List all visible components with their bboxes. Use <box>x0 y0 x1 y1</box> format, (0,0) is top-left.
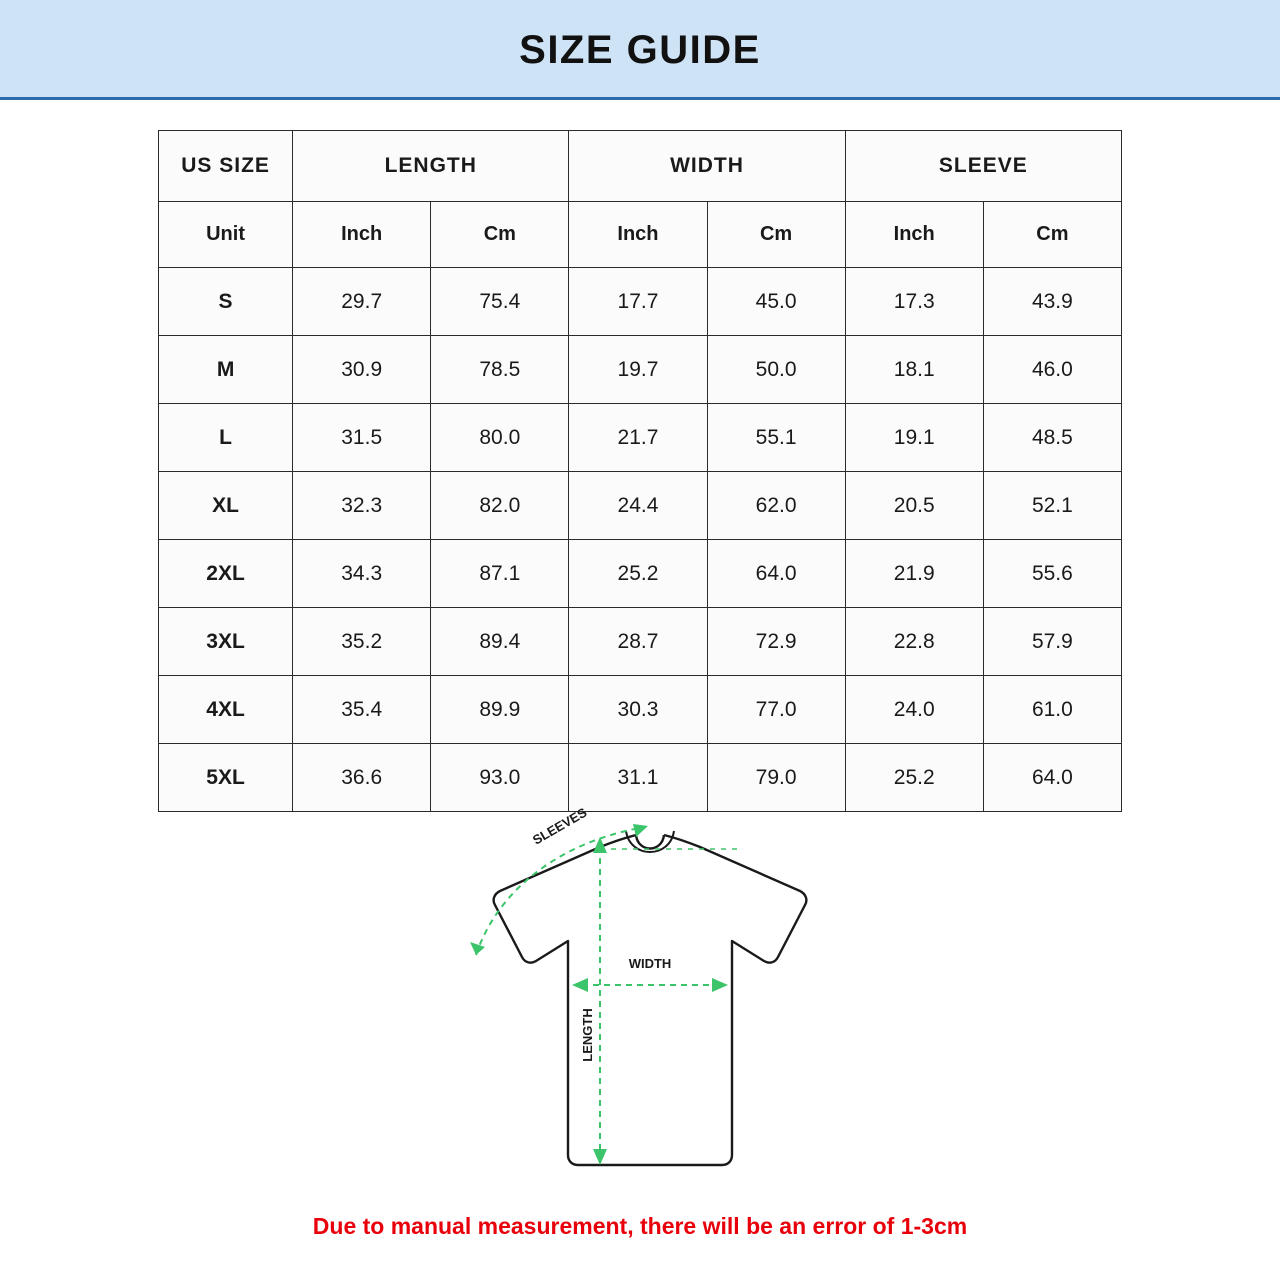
table-row <box>159 472 1122 540</box>
cell-width-cm: 79.0 <box>707 744 845 812</box>
cell-length-cm: 80.0 <box>431 404 569 472</box>
tshirt-measurement-diagram <box>440 805 860 1205</box>
cell-length-cm: 75.4 <box>431 268 569 336</box>
table-unit-row <box>159 202 1122 268</box>
table-row <box>159 540 1122 608</box>
table-row <box>159 608 1122 676</box>
cell-width-cm: 72.9 <box>707 608 845 676</box>
table-row <box>159 676 1122 744</box>
cell-width-inch: 21.7 <box>569 404 707 472</box>
page-title: SIZE GUIDE <box>519 28 761 72</box>
cell-sleeve-cm: 46.0 <box>983 336 1121 404</box>
cell-width-inch: 28.7 <box>569 608 707 676</box>
cell-width-inch: 19.7 <box>569 336 707 404</box>
table-group-header-row <box>159 131 1122 202</box>
cell-sleeve-inch: 19.1 <box>845 404 983 472</box>
table-row <box>159 336 1122 404</box>
cell-length-cm: 78.5 <box>431 336 569 404</box>
unit-length-cm: Cm <box>431 202 569 268</box>
cell-width-inch: 24.4 <box>569 472 707 540</box>
unit-width-cm: Cm <box>707 202 845 268</box>
cell-sleeve-inch: 18.1 <box>845 336 983 404</box>
cell-sleeve-cm: 61.0 <box>983 676 1121 744</box>
cell-length-inch: 35.4 <box>293 676 431 744</box>
row-size-label: 5XL <box>159 744 293 812</box>
column-header-sleeve: SLEEVE <box>845 131 1121 202</box>
table-row <box>159 744 1122 812</box>
width-arrow-left-icon <box>572 978 588 992</box>
unit-label: Unit <box>159 202 293 268</box>
row-size-label: XL <box>159 472 293 540</box>
cell-length-inch: 30.9 <box>293 336 431 404</box>
cell-sleeve-inch: 24.0 <box>845 676 983 744</box>
cell-sleeve-inch: 20.5 <box>845 472 983 540</box>
cell-length-inch: 31.5 <box>293 404 431 472</box>
row-size-label: L <box>159 404 293 472</box>
cell-width-inch: 30.3 <box>569 676 707 744</box>
size-chart-table-wrapper <box>158 130 1122 812</box>
measurement-disclaimer: Due to manual measurement, there will be an error of 1-3cm <box>312 1213 968 1239</box>
width-arrow-right-icon <box>712 978 728 992</box>
size-chart-table <box>158 130 1122 812</box>
cell-sleeve-cm: 55.6 <box>983 540 1121 608</box>
column-header-us-size: US SIZE <box>159 131 293 202</box>
cell-length-cm: 82.0 <box>431 472 569 540</box>
cell-length-inch: 32.3 <box>293 472 431 540</box>
cell-sleeve-cm: 64.0 <box>983 744 1121 812</box>
unit-sleeve-cm: Cm <box>983 202 1121 268</box>
unit-width-inch: Inch <box>569 202 707 268</box>
cell-length-cm: 93.0 <box>431 744 569 812</box>
row-size-label: 2XL <box>159 540 293 608</box>
cell-width-inch: 31.1 <box>569 744 707 812</box>
cell-sleeve-cm: 48.5 <box>983 404 1121 472</box>
sleeve-arrow-start-icon <box>470 942 485 955</box>
table-row <box>159 404 1122 472</box>
row-size-label: 4XL <box>159 676 293 744</box>
cell-length-cm: 89.9 <box>431 676 569 744</box>
cell-sleeve-cm: 43.9 <box>983 268 1121 336</box>
cell-width-inch: 25.2 <box>569 540 707 608</box>
cell-width-cm: 55.1 <box>707 404 845 472</box>
row-size-label: S <box>159 268 293 336</box>
length-label: LENGTH <box>580 1008 595 1062</box>
cell-sleeve-inch: 22.8 <box>845 608 983 676</box>
unit-sleeve-inch: Inch <box>845 202 983 268</box>
sleeves-label: SLEEVES <box>530 805 590 848</box>
tshirt-outline-icon <box>494 831 807 1165</box>
row-size-label: M <box>159 336 293 404</box>
cell-length-cm: 87.1 <box>431 540 569 608</box>
unit-length-inch: Inch <box>293 202 431 268</box>
cell-sleeve-inch: 25.2 <box>845 744 983 812</box>
length-arrow-bottom-icon <box>593 1149 607 1165</box>
cell-sleeve-cm: 57.9 <box>983 608 1121 676</box>
column-header-width: WIDTH <box>569 131 845 202</box>
cell-length-inch: 34.3 <box>293 540 431 608</box>
width-label: WIDTH <box>628 956 672 971</box>
cell-length-cm: 89.4 <box>431 608 569 676</box>
cell-width-cm: 77.0 <box>707 676 845 744</box>
column-header-length: LENGTH <box>293 131 569 202</box>
cell-width-cm: 50.0 <box>707 336 845 404</box>
cell-sleeve-inch: 21.9 <box>845 540 983 608</box>
table-row <box>159 268 1122 336</box>
cell-length-inch: 29.7 <box>293 268 431 336</box>
cell-sleeve-cm: 52.1 <box>983 472 1121 540</box>
cell-width-cm: 62.0 <box>707 472 845 540</box>
cell-length-inch: 35.2 <box>293 608 431 676</box>
cell-width-cm: 64.0 <box>707 540 845 608</box>
length-guide-line <box>600 847 740 1155</box>
cell-width-cm: 45.0 <box>707 268 845 336</box>
row-size-label: 3XL <box>159 608 293 676</box>
cell-width-inch: 17.7 <box>569 268 707 336</box>
cell-length-inch: 36.6 <box>293 744 431 812</box>
cell-sleeve-inch: 17.3 <box>845 268 983 336</box>
